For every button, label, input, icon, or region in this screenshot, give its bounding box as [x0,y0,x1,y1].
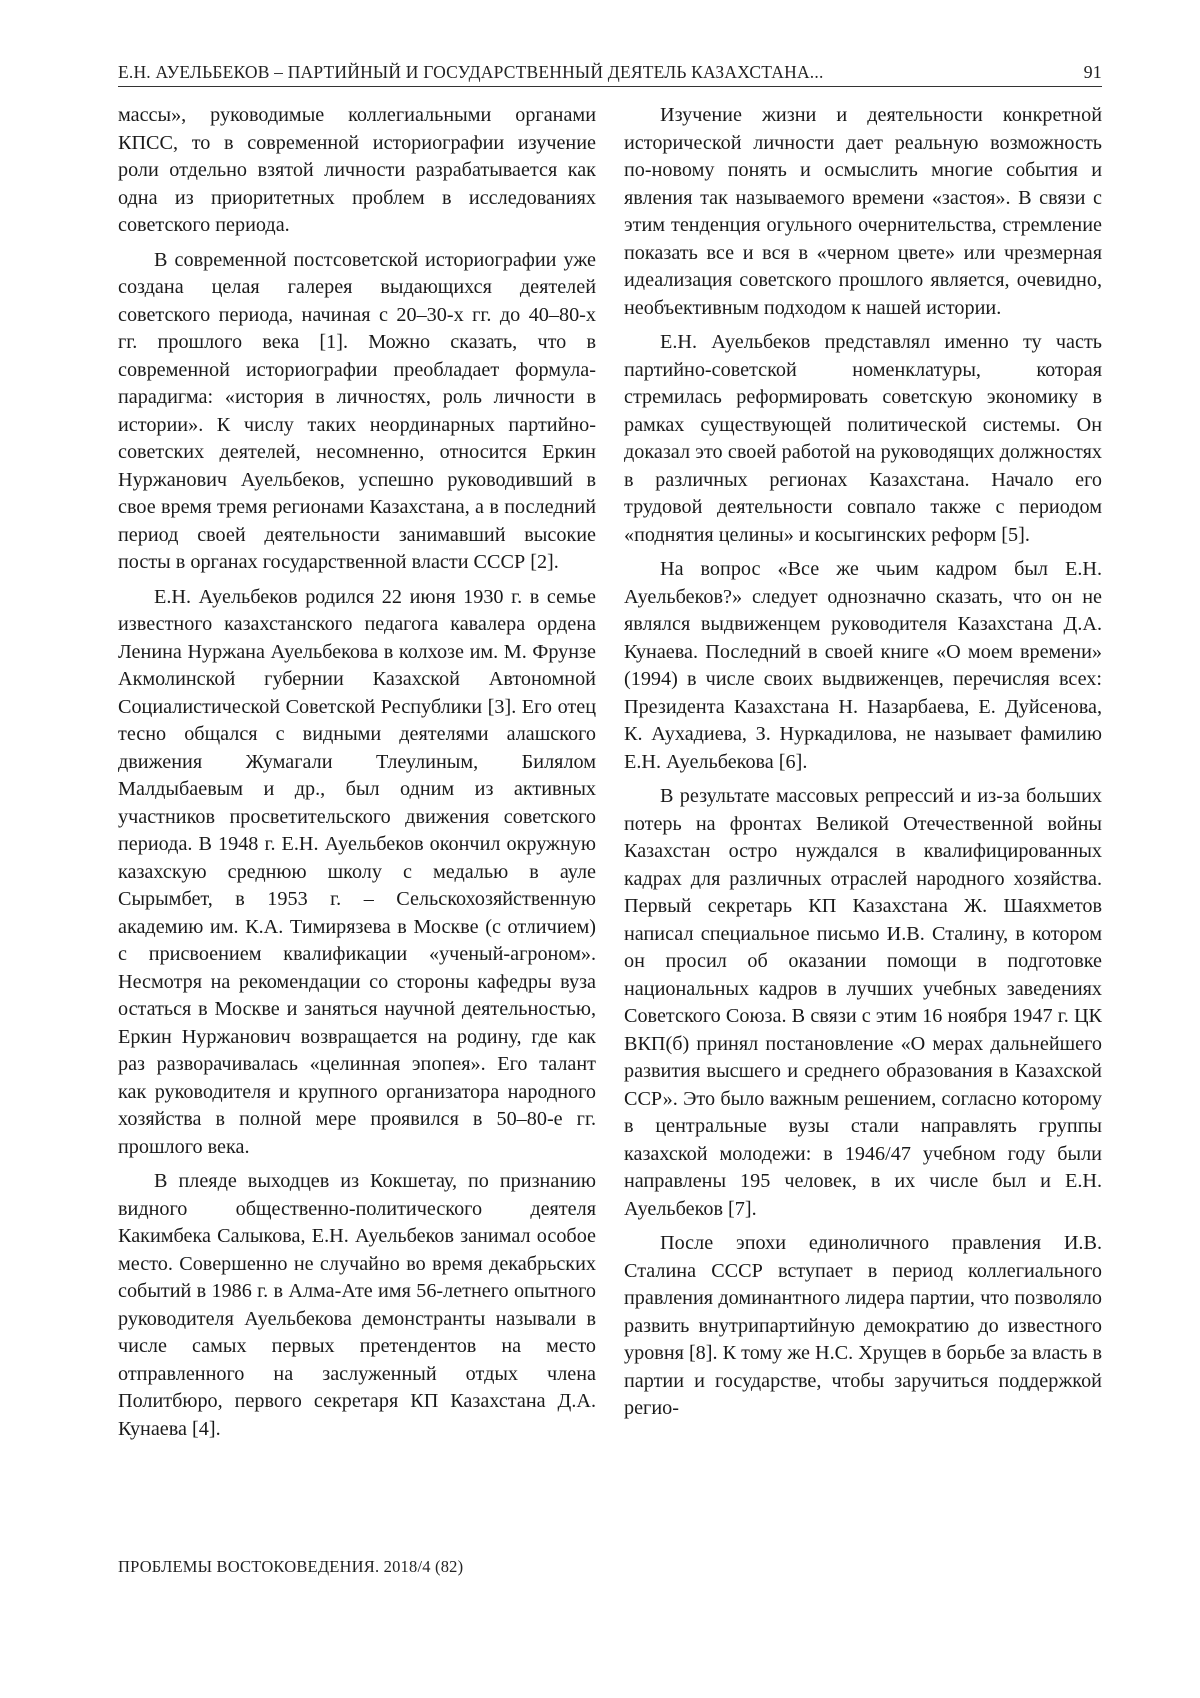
paragraph: В результате массовых репрессий и из-за больших потерь на фронтах Великой Отечественной войны Казахстан остро нуждался в квалифицированных кадрах для различных отраслей народного хозяйства. Первый секретарь КП Казахстана Ж. Шаяхметов написал специальное письмо И.В. Сталину, в котором он просил об оказании помощи в подготовке национальных кадров в лучших учебных заведениях Советского Союза. В связи с этим 16 ноября 1947 г. ЦК ВКП(б) принял постановление «О мерах дальнейшего развития высшего и среднего образования в Казахской ССР». Это было важным решением, согласно которому в центральные вузы стали направлять группы казахской молодежи: в 1946/47 учебном году были направлены 195 человек, в их числе был и Е.Н. Ауельбеков [7]. [624,785,1102,1220]
paragraph: Е.Н. Ауельбеков представлял именно ту часть партийно-советской номенклатуры, которая стремилась реформировать советскую экономику в рамках существующей политической системы. Он доказал это своей работой на руководящих должностях в различных регионах Казахстана. Начало его трудовой деятельности совпало также с периодом «поднятия целины» и косыгинских реформ [5]. [624,331,1102,546]
paragraph: массы», руководимые коллегиальными органами КПСС, то в современной историографии изучение роли отдельно взятой личности разрабатывается как одна из приоритетных проблем в исследованиях советского периода. [118,104,596,236]
paragraph: В современной постсоветской историографии уже создана целая галерея выдающихся деятелей советского периода, начиная с 20–30-х гг. до 40–80-х гг. прошлого века [1]. Можно сказать, что в современной историографии преобладает формула-парадигма: «история в личностях, роль личности в истории». К числу таких неординарных партийно-советских деятелей, несомненно, относится Еркин Нуржанович Ауельбеков, успешно руководивший в свое время тремя регионами Казахстана, а в последний период своей деятельности занимавший высокие посты в органах государственной власти СССР [2]. [118,248,596,573]
paragraph: Изучение жизни и деятельности конкретной исторической личности дает реальную возможность по-новому понять и осмыслить многие события и явления так называемого времени «застоя». В связи с этим тенденция огульного очернительства, стремление показать все и вся в «черном цвете» или чрезмерная идеализация советского прошлого является, очевидно, необъективным подходом к нашей истории. [624,104,1102,319]
page-number: 91 [1083,62,1102,82]
journal-footer: ПРОБЛЕМЫ ВОСТОКОВЕДЕНИЯ. 2018/4 (82) [118,1557,464,1576]
running-header [118,58,1102,88]
paragraph: На вопрос «Все же чьим кадром был Е.Н. Ауельбеков?» следует однозначно сказать, что он не являлся выдвиженцем руководителя Казахстана Д.А. Кунаева. Последний в своей книге «О моем времени» (1994) в числе своих выдвиженцев, перечисляя всех: Президента Казахстана Н. Назарбаева, Е. Дуйсенова, К. Аухадиева, З. Нуркадилова, не называет фамилию Е.Н. Ауельбекова [6]. [624,558,1102,773]
header-rule [118,86,1102,87]
paragraph: После эпохи единоличного правления И.В. Сталина СССР вступает в период коллегиального правления доминантного лидера партии, что позволяло развить внутрипартийную демократию до известного уровня [8]. К тому же Н.С. Хрущев в борьбе за власть в партии и государстве, чтобы заручиться поддержкой регио- [624,1232,1102,1419]
paragraph: В плеяде выходцев из Кокшетау, по признанию видного общественно-политического деятеля Какимбека Салыкова, Е.Н. Ауельбеков занимал особое место. Совершенно не случайно во время декабрьских событий в 1986 г. в Алма-Ате имя 56-летнего опытного руководителя Ауельбекова демонстранты называли в числе самых первых претендентов на место отправленного на заслуженный отдых члена Политбюро, первого секретаря КП Казахстана Д.А. Кунаева [4]. [118,1170,596,1440]
running-title: Е.Н. АУЕЛЬБЕКОВ – ПАРТИЙНЫЙ И ГОСУДАРСТВЕННЫЙ ДЕЯТЕЛЬ КАЗАХСТАНА... [118,62,824,82]
paragraph: Е.Н. Ауельбеков родился 22 июня 1930 г. в семье известного казахстанского педагога кавалера ордена Ленина Нуржана Ауельбекова в колхозе им. М. Фрунзе Акмолинской губернии Казахской Автономной Социалистической Советской Республики [3]. Его отец тесно общался с видными деятелями алашского движения Жумагали Тлеулиным, Билялом Малдыбаевым и др., был одним из активных участников просветительского движения советского периода. В 1948 г. Е.Н. Ауельбеков окончил окружную казахскую среднюю школу с медалью в ауле Сырымбет, в 1953 г. – Сельскохозяйственную академию им. К.А. Тимирязева в Москве (с отличием) с присвоением квалификации «ученый-агроном». Несмотря на рекомендации со стороны кафедры вуза остаться в Москве и заняться научной деятельностью, Еркин Нуржанович возвращается на родину, где как раз разворачивалась «целинная эпопея». Его талант как руководителя и крупного организатора народного хозяйства в полной мере проявился в 50–80-е гг. прошлого века. [118,585,596,1158]
right-column [624,102,1102,1423]
left-column [118,102,596,1443]
